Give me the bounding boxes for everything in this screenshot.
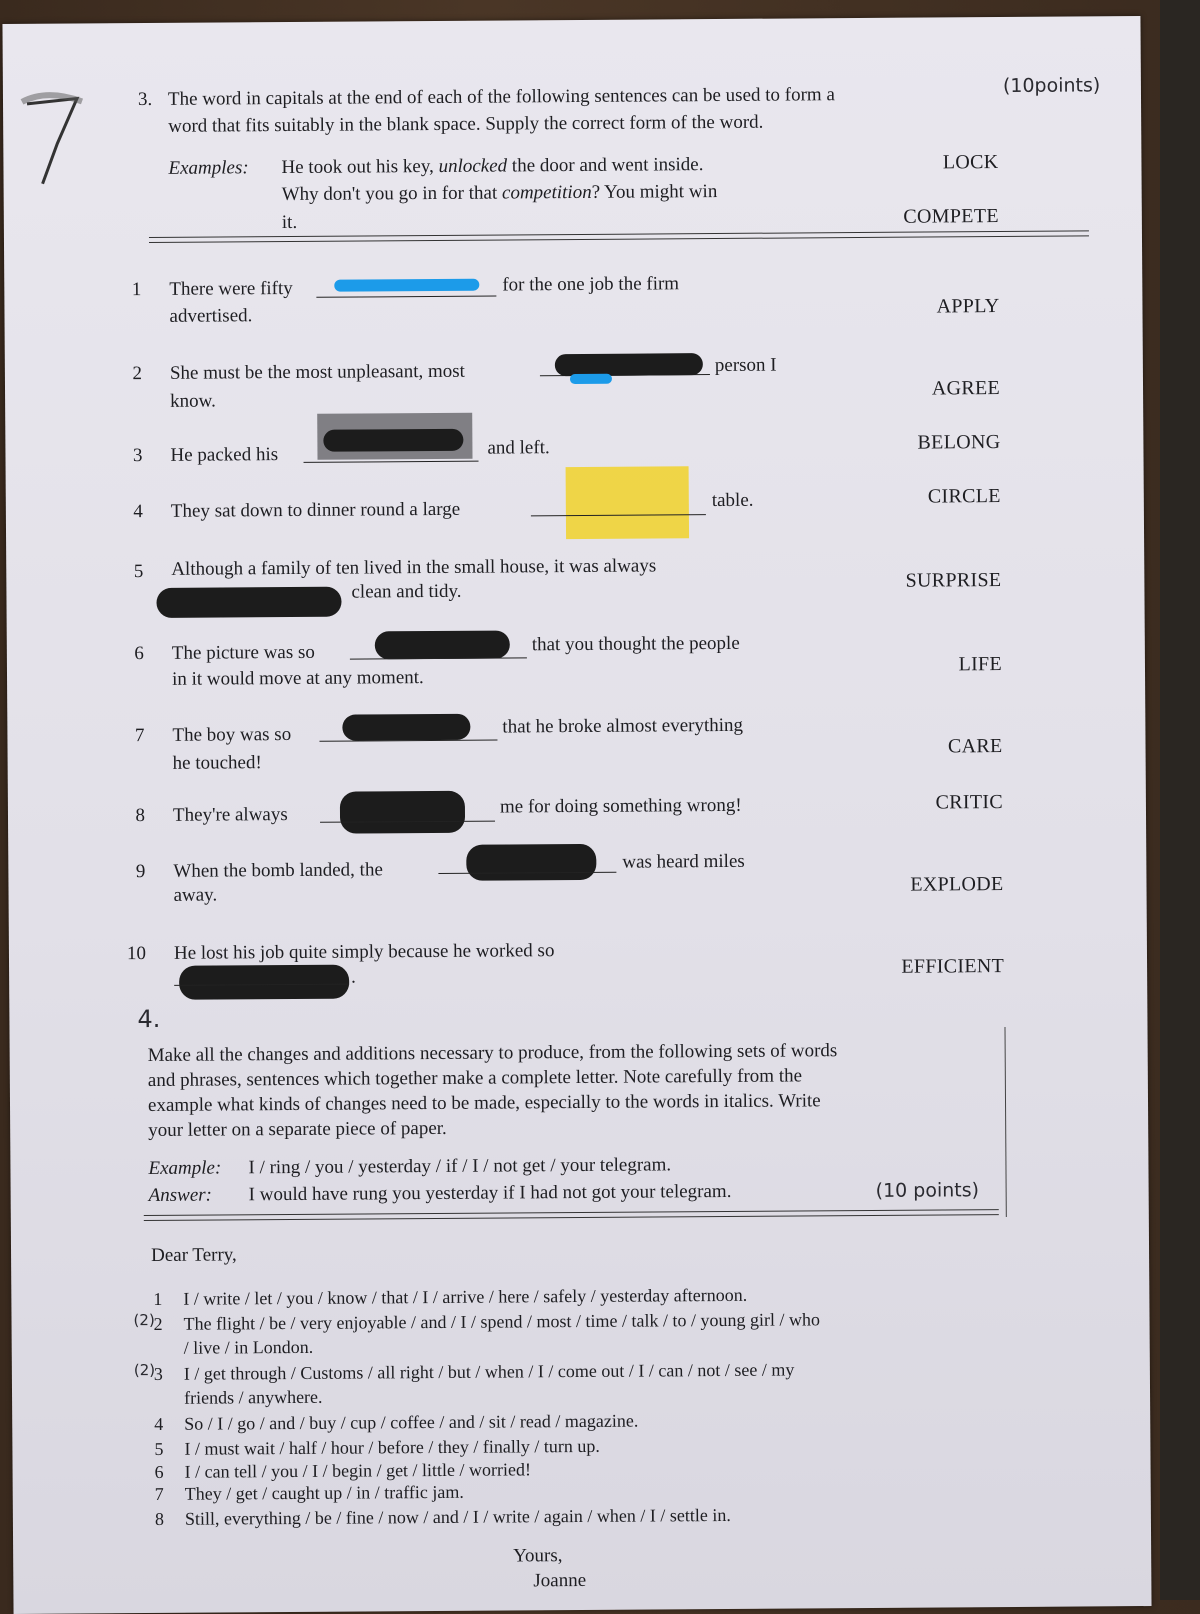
section-4-instruction-3: example what kinds of changes need to be made, especially to the words in italics. Write	[147, 1090, 821, 1117]
item-3-redaction	[323, 429, 463, 452]
letter-line-text: I / write / let / you / know / that / I / arrive / here / safely / yesterday afternoon.	[183, 1284, 748, 1309]
section-4-points: (10 points)	[875, 1179, 980, 1202]
item-1-number: 1	[131, 279, 142, 301]
example-2-answer: competition	[501, 181, 592, 204]
item-2-redaction	[555, 353, 703, 376]
example-2-part-a: Why don't you go in for that	[281, 182, 503, 206]
item-8-text-b: me for doing something wrong!	[499, 794, 742, 818]
item-9-text-c: away.	[173, 884, 218, 906]
letter-line-text: I / get through / Customs / all right / but / when / I / come out / I / can / not / see / my	[183, 1359, 795, 1384]
item-3-word: BELONG	[917, 431, 1001, 454]
item-1-word: APPLY	[936, 295, 1000, 318]
letter-line-text: Still, everything / be / fine / now / and / I / write / again / when / I / settle in.	[184, 1504, 731, 1529]
item-4-text-a: They sat down to dinner round a large	[170, 498, 461, 522]
item-10-text-a: He lost his job quite simply because he worked so	[173, 940, 555, 964]
example-2-word: COMPETE	[903, 205, 999, 228]
section-4-example-label: Example:	[148, 1157, 222, 1180]
item-1-highlight	[334, 279, 479, 292]
letter-line-number: 7	[154, 1483, 164, 1504]
item-7-text-b: that he broke almost everything	[502, 714, 744, 738]
item-10-number: 10	[126, 943, 147, 965]
section-3-instruction-line1: The word in capitals at the end of each of the following sentences can be used to form a	[167, 84, 835, 110]
item-3-blank[interactable]	[304, 461, 479, 463]
item-6-blank[interactable]	[350, 657, 527, 659]
item-7-text-c: he touched!	[172, 752, 262, 774]
item-1-text-b: for the one job the firm	[502, 273, 680, 296]
letter-line-mark: (2)	[133, 1310, 155, 1330]
section-4-instruction-1: Make all the changes and additions necessary to produce, from the following sets of words	[147, 1040, 838, 1067]
example-1-word: LOCK	[942, 151, 999, 174]
example-1-part-c: the door and went inside.	[507, 154, 704, 177]
letter-line-continuation: / live / in London.	[183, 1336, 314, 1358]
item-9-text-b: was heard miles	[622, 850, 745, 873]
letter-line-number: 2	[153, 1313, 163, 1334]
letter-line-text: The flight / be / very enjoyable / and / I / spend / most / time / talk / to / young girl / who	[183, 1309, 821, 1334]
item-2-blue-mark	[570, 374, 612, 384]
letter-line-mark: (2)	[133, 1360, 156, 1380]
item-7-blank[interactable]	[319, 740, 497, 742]
letter-line-number: 6	[154, 1461, 164, 1482]
letter-line-number: 8	[154, 1508, 164, 1529]
letter-closing: Yours,	[513, 1545, 563, 1567]
letter-line-text: I / must wait / half / hour / before / they / finally / turn up.	[184, 1435, 600, 1459]
section-3-points: (10points)	[1002, 74, 1101, 98]
item-2-text-c: know.	[170, 390, 216, 412]
item-1-text-c: advertised.	[169, 305, 253, 327]
example-1-part-a: He took out his key,	[281, 155, 439, 179]
section-4-number: 4.	[137, 1004, 161, 1034]
item-3-text-b: and left.	[487, 437, 550, 459]
section-4-answer-text: I would have rung you yesterday if I had not got your telegram.	[248, 1180, 732, 1206]
item-2-word: AGREE	[931, 377, 1001, 400]
section-4-instruction-2: and phrases, sentences which together make a complete letter. Note carefully from the	[147, 1065, 803, 1092]
item-7-text-a: The boy was so	[172, 723, 292, 746]
item-6-redaction	[375, 630, 510, 659]
examples-label: Examples:	[168, 157, 249, 179]
item-7-redaction	[342, 714, 470, 741]
letter-line-text: I / can tell / you / I / begin / get / little / worried!	[184, 1459, 532, 1482]
item-8-number: 8	[135, 805, 146, 827]
item-8-word: CRITIC	[935, 791, 1003, 814]
item-2-text-a: She must be the most unpleasant, most	[169, 360, 465, 384]
worksheet-page	[2, 16, 1151, 1614]
section-3-instruction-line2: word that fits suitably in the blank space. Supply the correct form of the word.	[168, 111, 764, 137]
example-1	[281, 154, 703, 179]
item-1-blank[interactable]	[316, 296, 496, 298]
item-4-text-b: table.	[711, 489, 754, 512]
item-5-text-b: clean and tidy.	[351, 580, 462, 603]
item-4-word: CIRCLE	[927, 485, 1001, 508]
item-5-number: 5	[133, 561, 144, 583]
item-8-redaction	[340, 791, 465, 834]
item-5-word: SURPRISE	[905, 569, 1002, 592]
item-4-number: 4	[133, 501, 143, 523]
section-4-side-bracket	[1004, 1027, 1006, 1217]
item-10-text-b: .	[351, 966, 356, 988]
item-6-word: LIFE	[958, 653, 1003, 676]
letter-line-number: 5	[154, 1438, 164, 1459]
item-6-text-b: that you thought the people	[531, 632, 740, 656]
item-2-number: 2	[132, 363, 142, 385]
letter-signature: Joanne	[533, 1569, 587, 1592]
scribble-mark-icon	[17, 73, 118, 194]
letter-greeting: Dear Terry,	[150, 1244, 237, 1266]
example-2-continued: it.	[281, 211, 298, 234]
example-2	[282, 181, 718, 206]
item-3-number: 3	[132, 445, 143, 467]
section-4-answer-label: Answer:	[148, 1184, 213, 1206]
section-3-number: 3.	[137, 88, 153, 111]
background-shadow	[1160, 0, 1200, 1600]
section-4-example-text: I / ring / you / yesterday / if / I / not get / your telegram.	[248, 1154, 672, 1179]
letter-line-number: 3	[153, 1363, 163, 1384]
letter-line-text: They / get / caught up / in / traffic jam.	[184, 1481, 464, 1504]
item-6-text-c: in it would move at any moment.	[171, 667, 424, 690]
letter-line-continuation: friends / anywhere.	[183, 1386, 323, 1408]
item-7-word: CARE	[947, 735, 1003, 758]
letter-line-number: 1	[153, 1288, 163, 1309]
item-9-number: 9	[135, 861, 146, 883]
item-6-text-a: The picture was so	[171, 641, 315, 664]
item-8-text-a: They're always	[172, 804, 288, 826]
item-10-redaction	[179, 965, 349, 1000]
item-6-number: 6	[134, 643, 144, 665]
item-7-number: 7	[134, 725, 145, 747]
item-2-text-b: person I	[714, 354, 777, 377]
item-10-word: EFFICIENT	[901, 955, 1005, 978]
letter-line-number: 4	[154, 1413, 164, 1434]
item-9-redaction	[466, 844, 596, 881]
example-2-part-c: ? You might win	[591, 181, 718, 203]
item-9-word: EXPLODE	[910, 873, 1004, 896]
item-1-text-a: There were fifty	[169, 277, 293, 300]
item-5-redaction	[156, 587, 341, 618]
item-4-yellow-highlight	[566, 466, 689, 539]
item-3-text-a: He packed his	[170, 444, 279, 466]
section-4-instruction-4: your letter on a separate piece of paper.	[148, 1117, 447, 1142]
letter-line-text: So / I / go / and / buy / cup / coffee / and / sit / read / magazine.	[184, 1410, 639, 1434]
item-5-text-a: Although a family of ten lived in the small house, it was always	[171, 555, 657, 580]
item-9-text-a: When the bomb landed, the	[173, 859, 383, 882]
example-1-answer: unlocked	[438, 155, 508, 177]
